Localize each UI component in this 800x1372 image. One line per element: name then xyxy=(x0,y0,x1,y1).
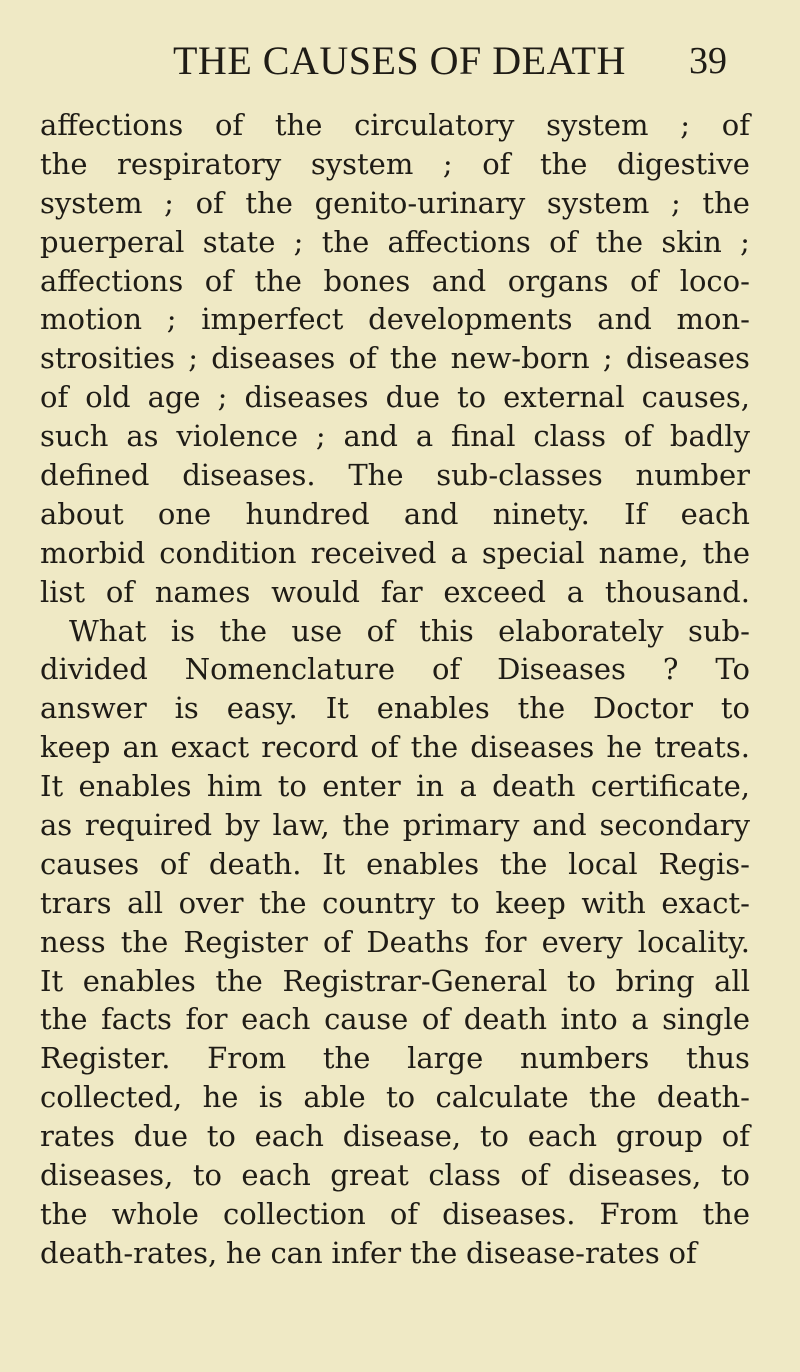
body-text xyxy=(40,106,750,1273)
text-line: keep an exact record of the diseases he treats. xyxy=(40,730,750,765)
text-line: It enables the Registrar-General to bring all xyxy=(40,963,750,998)
text-line: list of names would far exceed a thousand. xyxy=(40,574,750,609)
text-line: as required by law, the primary and secondary xyxy=(40,808,750,843)
text-line: the facts for each cause of death into a single xyxy=(40,1002,750,1037)
text-line: What is the use of this elaborately sub- xyxy=(69,613,750,648)
text-line: divided Nomenclature of Diseases ? To xyxy=(40,652,750,687)
text-line: ness the Register of Deaths for every locality. xyxy=(40,924,750,959)
running-title: THE CAUSES OF DEATH xyxy=(173,38,626,83)
page-number: 39 xyxy=(689,40,727,82)
text-line: such as violence ; and a final class of badly xyxy=(40,419,750,454)
running-head xyxy=(0,36,800,86)
text-line: the whole collection of diseases. From the xyxy=(40,1196,750,1231)
text-line: motion ; imperfect developments and mon- xyxy=(40,302,750,337)
text-line: death-rates, he can infer the disease-rates of xyxy=(40,1235,697,1270)
text-line: diseases, to each great class of diseases, to xyxy=(40,1158,750,1193)
text-line: puerperal state ; the affections of the skin ; xyxy=(40,224,750,259)
text-line: system ; of the genito-urinary system ; the xyxy=(40,185,750,220)
text-line: It enables him to enter in a death certificate, xyxy=(40,769,750,804)
text-line: Register. From the large numbers thus xyxy=(40,1041,750,1076)
text-line: rates due to each disease, to each group of xyxy=(40,1119,750,1154)
text-line: strosities ; diseases of the new-born ; diseases xyxy=(40,341,750,376)
text-line: morbid condition received a special name, the xyxy=(40,535,750,570)
text-line: the respiratory system ; of the digestive xyxy=(40,146,750,181)
text-line: defined diseases. The sub-classes number xyxy=(40,458,750,493)
text-line: of old age ; diseases due to external causes, xyxy=(40,380,750,415)
text-line: causes of death. It enables the local Regis- xyxy=(40,846,750,881)
text-line: trars all over the country to keep with exact- xyxy=(40,885,750,920)
text-line: answer is easy. It enables the Doctor to xyxy=(40,691,750,726)
text-line: collected, he is able to calculate the death- xyxy=(40,1080,750,1115)
text-line: affections of the bones and organs of loco- xyxy=(40,263,750,298)
text-line: about one hundred and ninety. If each xyxy=(40,496,750,531)
text-line: affections of the circulatory system ; of xyxy=(40,108,750,142)
